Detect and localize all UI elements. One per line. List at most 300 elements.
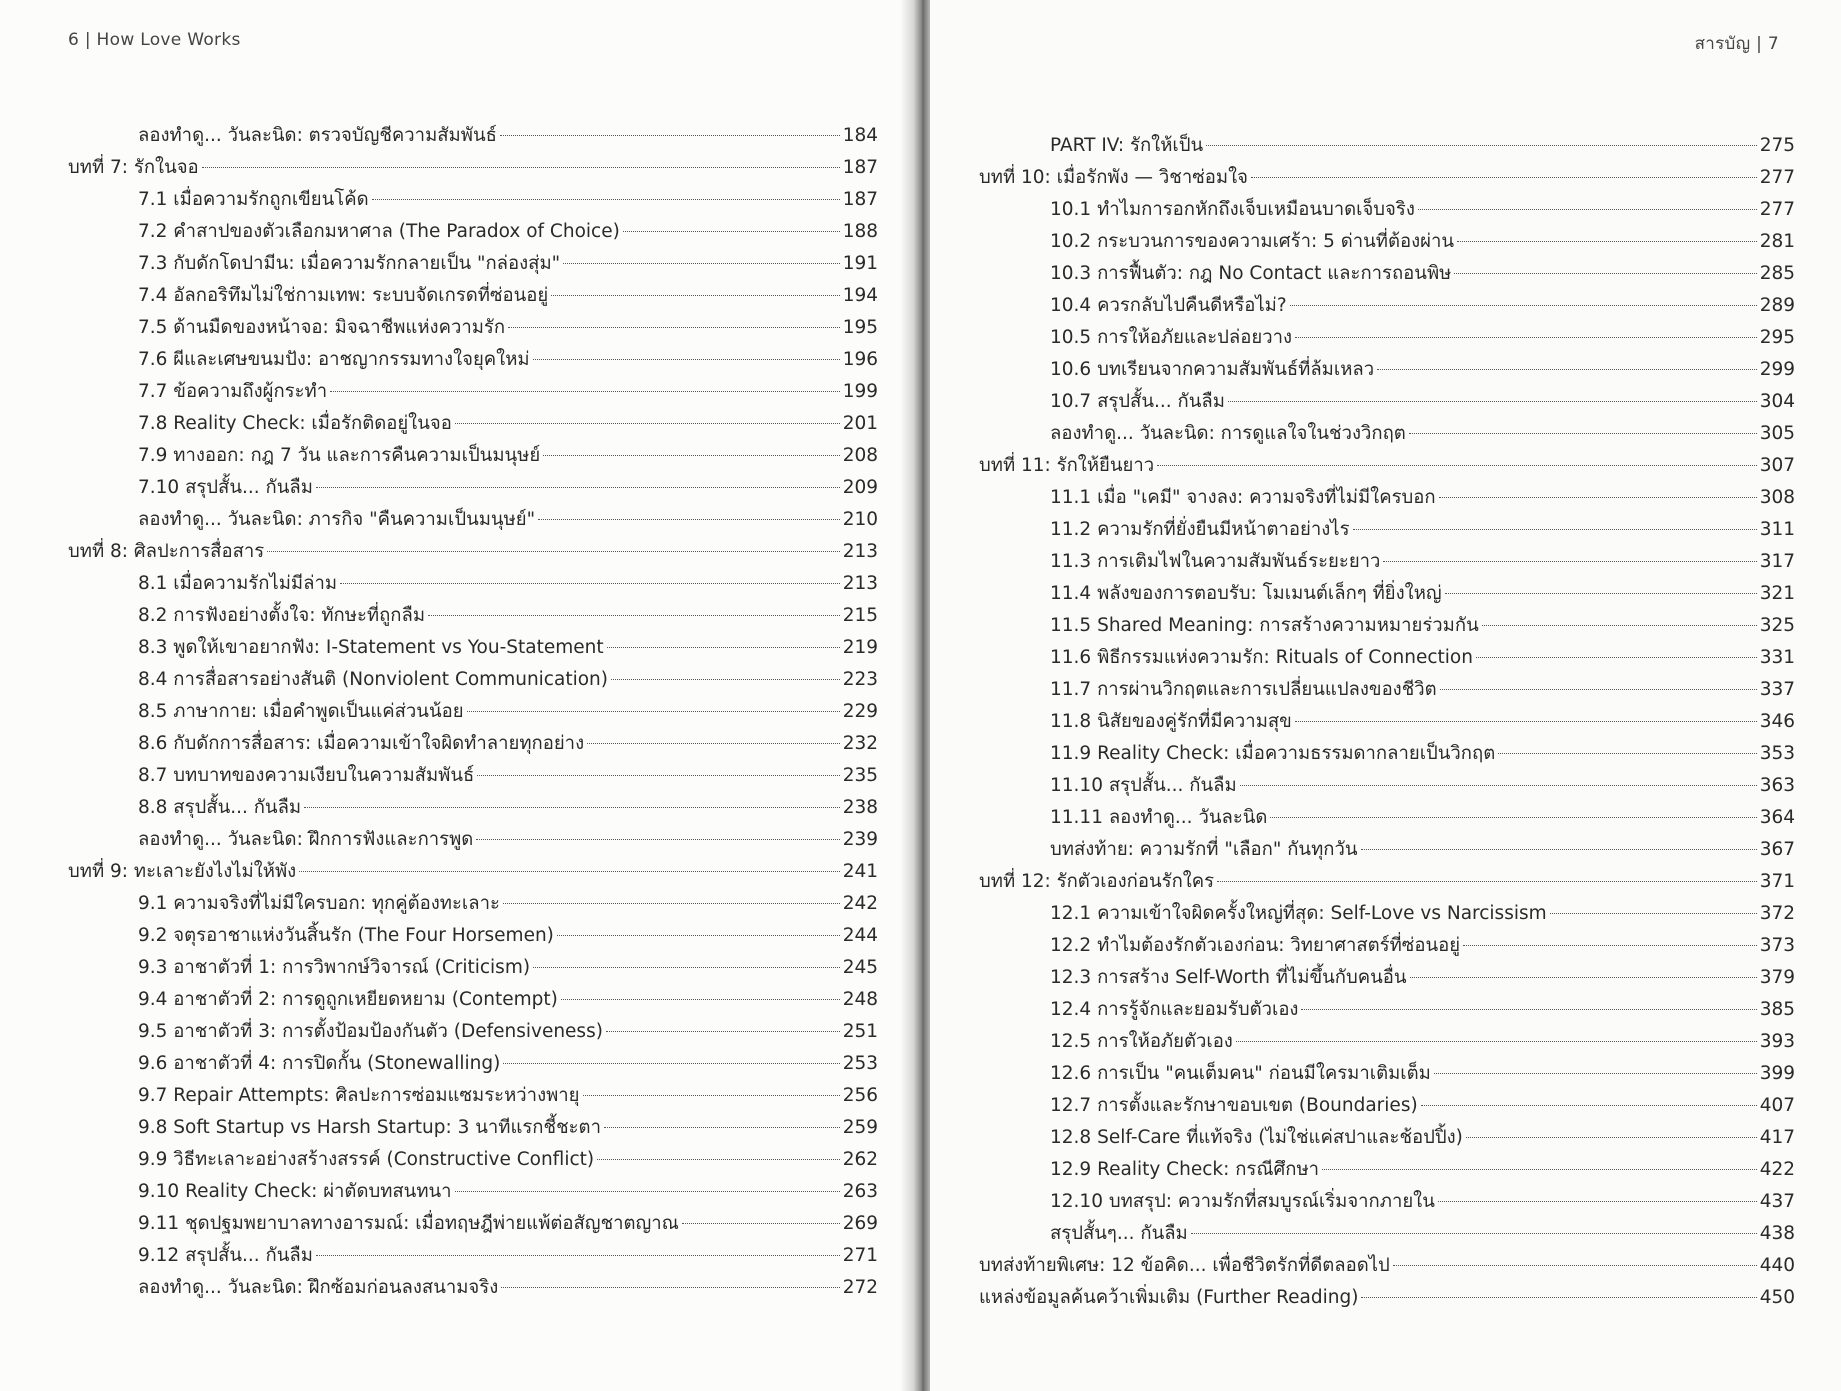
toc-entry-row bbox=[68, 1048, 878, 1080]
toc-dot-leader bbox=[1228, 401, 1757, 402]
toc-entry-title: 9.6 อาชาตัวที่ 4: การปิดกั้น (Stonewalling) bbox=[138, 1053, 501, 1074]
toc-entry-title: 9.11 ชุดปฐมพยาบาลทางอารมณ์: เมื่อทฤษฎีพ่ายแพ้ต่อสัญชาตญาณ bbox=[138, 1213, 679, 1234]
toc-entry-title: 10.7 สรุปสั้น... กันลืม bbox=[1050, 391, 1225, 412]
toc-dot-leader bbox=[467, 711, 840, 712]
toc-dot-leader bbox=[304, 807, 840, 808]
toc-entry-title: 9.7 Repair Attempts: ศิลปะการซ่อมแซมระหว่างพายุ bbox=[138, 1085, 580, 1106]
toc-entry-title: บทที่ 11: รักให้ยืนยาว bbox=[979, 455, 1155, 476]
toc-page-number: 317 bbox=[1759, 551, 1795, 572]
toc-entry-title: 7.8 Reality Check: เมื่อรักติดอยู่ในจอ bbox=[138, 413, 452, 434]
toc-dot-leader bbox=[583, 1095, 840, 1096]
toc-entry-title: 8.1 เมื่อความรักไม่มีล่าม bbox=[138, 573, 338, 594]
toc-dot-leader bbox=[561, 999, 840, 1000]
toc-page-number: 285 bbox=[1759, 263, 1795, 284]
toc-page-number: 244 bbox=[842, 925, 878, 946]
toc-entry-title: 9.12 สรุปสั้น... กันลืม bbox=[138, 1245, 313, 1266]
toc-dot-leader bbox=[623, 231, 840, 232]
toc-dot-leader bbox=[1454, 273, 1756, 274]
toc-dot-leader bbox=[1482, 625, 1757, 626]
toc-page-number: 295 bbox=[1759, 327, 1795, 348]
toc-entry-title: 7.7 ข้อความถึงผู้กระทำ bbox=[138, 381, 328, 402]
toc-entry-title: บทที่ 7: รักในจอ bbox=[68, 157, 199, 178]
toc-dot-leader bbox=[202, 167, 840, 168]
toc-page-number: 187 bbox=[842, 157, 878, 178]
toc-entry-title: ลองทำดู... วันละนิด: ฝึกซ้อมก่อนลงสนามจริง bbox=[138, 1277, 499, 1298]
toc-page-number: 199 bbox=[842, 381, 878, 402]
toc-page-number: 196 bbox=[842, 349, 878, 370]
toc-entry-title: 7.10 สรุปสั้น... กันลืม bbox=[138, 477, 313, 498]
toc-page-number: 367 bbox=[1759, 839, 1795, 860]
toc-entry-title: 12.4 การรู้จักและยอมรับตัวเอง bbox=[1050, 999, 1299, 1020]
toc-dot-leader bbox=[1217, 881, 1757, 882]
right-running-head: สารบัญ | 7 bbox=[1694, 34, 1779, 54]
toc-page-number: 194 bbox=[842, 285, 878, 306]
toc-page-number: 440 bbox=[1759, 1255, 1795, 1276]
toc-entry-row bbox=[979, 706, 1795, 738]
toc-entry-row bbox=[68, 472, 878, 504]
toc-dot-leader bbox=[1353, 529, 1757, 530]
toc-entry-title: 11.8 นิสัยของคู่รักที่มีความสุข bbox=[1050, 711, 1292, 732]
toc-page-number: 299 bbox=[1759, 359, 1795, 380]
toc-entry-title: 12.3 การสร้าง Self-Worth ที่ไม่ขึ้นกับคนอื่น bbox=[1050, 967, 1407, 988]
toc-entry-title: 11.7 การผ่านวิกฤตและการเปลี่ยนแปลงของชีวิต bbox=[1050, 679, 1437, 700]
toc-dot-leader bbox=[1476, 657, 1757, 658]
toc-dot-leader bbox=[533, 359, 840, 360]
toc-entry-row bbox=[979, 130, 1795, 162]
toc-dot-leader bbox=[1301, 1009, 1756, 1010]
toc-entry-row bbox=[68, 248, 878, 280]
toc-entry-row bbox=[68, 696, 878, 728]
toc-entry-row bbox=[68, 1016, 878, 1048]
toc-entry-row bbox=[68, 792, 878, 824]
toc-entry-row bbox=[68, 632, 878, 664]
toc-entry-row bbox=[979, 962, 1795, 994]
toc-entry-title: บทส่งท้ายพิเศษ: 12 ข้อคิด... เพื่อชีวิตรักที่ดีตลอดไป bbox=[979, 1255, 1390, 1276]
toc-entry-row bbox=[68, 344, 878, 376]
toc-entry-title: 12.2 ทำไมต้องรักตัวเองก่อน: วิทยาศาสตร์ที่ซ่อนอยู่ bbox=[1050, 935, 1461, 956]
toc-entry-title: 7.1 เมื่อความรักถูกเขียนโค้ด bbox=[138, 189, 369, 210]
toc-dot-leader bbox=[1295, 337, 1757, 338]
toc-dot-leader bbox=[1251, 177, 1757, 178]
toc-dot-leader bbox=[503, 1063, 839, 1064]
toc-entry-title: 10.1 ทำไมการอกหักถึงเจ็บเหมือนบาดเจ็บจริง bbox=[1050, 199, 1415, 220]
toc-dot-leader bbox=[508, 327, 840, 328]
toc-page-number: 304 bbox=[1759, 391, 1795, 412]
toc-dot-leader bbox=[1361, 1297, 1756, 1298]
toc-dot-leader bbox=[551, 295, 839, 296]
toc-entry-row bbox=[979, 514, 1795, 546]
toc-page-number: 379 bbox=[1759, 967, 1795, 988]
toc-page-number: 364 bbox=[1759, 807, 1795, 828]
toc-dot-leader bbox=[1157, 465, 1757, 466]
toc-page-number: 229 bbox=[842, 701, 878, 722]
toc-page-number: 277 bbox=[1759, 199, 1795, 220]
toc-page-number: 210 bbox=[842, 509, 878, 530]
toc-entry-title: 9.9 วิธีทะเลาะอย่างสร้างสรรค์ (Constructive Conflict) bbox=[138, 1149, 595, 1170]
toc-entry-title: 11.11 ลองทำดู... วันละนิด bbox=[1050, 807, 1268, 828]
toc-entry-row bbox=[979, 1058, 1795, 1090]
toc-page-number: 248 bbox=[842, 989, 878, 1010]
toc-page-number: 263 bbox=[842, 1181, 878, 1202]
toc-entry-title: 9.3 อาชาตัวที่ 1: การวิพากษ์วิจารณ์ (Criticism) bbox=[138, 957, 531, 978]
toc-page-number: 219 bbox=[842, 637, 878, 658]
toc-entry-title: 7.4 อัลกอริทึมไม่ใช่กามเทพ: ระบบจัดเกรดที่ซ่อนอยู่ bbox=[138, 285, 549, 306]
toc-entry-title: 9.5 อาชาตัวที่ 3: การตั้งป้อมป้องกันตัว (Defensiveness) bbox=[138, 1021, 603, 1042]
toc-entry-title: 10.5 การให้อภัยและปล่อยวาง bbox=[1050, 327, 1293, 348]
toc-dot-leader bbox=[1421, 1105, 1757, 1106]
toc-dot-leader bbox=[372, 199, 840, 200]
toc-chapter-row bbox=[979, 866, 1795, 898]
toc-page-number: 305 bbox=[1759, 423, 1795, 444]
toc-entry-title: 9.2 จตุรอาชาแห่งวันสิ้นรัก (The Four Horsemen) bbox=[138, 925, 554, 946]
toc-page-number: 201 bbox=[842, 413, 878, 434]
toc-page-number: 363 bbox=[1759, 775, 1795, 796]
toc-dot-leader bbox=[477, 775, 839, 776]
toc-dot-leader bbox=[1466, 1137, 1757, 1138]
toc-entry-title: 12.1 ความเข้าใจผิดครั้งใหญ่ที่สุด: Self-Love vs Narcissism bbox=[1050, 903, 1547, 924]
toc-page-number: 393 bbox=[1759, 1031, 1795, 1052]
toc-entry-title: บทที่ 10: เมื่อรักพัง — วิชาซ่อมใจ bbox=[979, 167, 1248, 188]
toc-entry-row bbox=[979, 1186, 1795, 1218]
toc-entry-row bbox=[68, 1080, 878, 1112]
toc-page-number: 259 bbox=[842, 1117, 878, 1138]
toc-page-number: 215 bbox=[842, 605, 878, 626]
toc-dot-leader bbox=[1290, 305, 1757, 306]
toc-dot-leader bbox=[1361, 849, 1757, 850]
toc-dot-leader bbox=[587, 743, 840, 744]
toc-entry-row bbox=[68, 280, 878, 312]
toc-page-number: 253 bbox=[842, 1053, 878, 1074]
toc-dot-leader bbox=[1498, 753, 1756, 754]
toc-page-number: 346 bbox=[1759, 711, 1795, 732]
toc-dot-leader bbox=[1191, 1233, 1757, 1234]
toc-entry-title: 11.2 ความรักที่ยั่งยืนมีหน้าตาอย่างไร bbox=[1050, 519, 1350, 540]
toc-page-number: 308 bbox=[1759, 487, 1795, 508]
toc-chapter-row bbox=[68, 856, 878, 888]
toc-dot-leader bbox=[563, 263, 840, 264]
toc-chapter-row bbox=[68, 536, 878, 568]
toc-entry-row bbox=[979, 1122, 1795, 1154]
toc-entry-row bbox=[979, 546, 1795, 578]
toc-page-number: 213 bbox=[842, 573, 878, 594]
toc-entry-row bbox=[68, 1112, 878, 1144]
toc-entry-title: 8.6 กับดักการสื่อสาร: เมื่อความเข้าใจผิดทำลายทุกอย่าง bbox=[138, 733, 585, 754]
toc-dot-leader bbox=[455, 1191, 840, 1192]
toc-entry-row bbox=[68, 920, 878, 952]
toc-entry-row bbox=[68, 1240, 878, 1272]
toc-entry-row bbox=[979, 386, 1795, 418]
right-page bbox=[930, 0, 1841, 1391]
toc-dot-leader bbox=[330, 391, 840, 392]
toc-entry-row bbox=[68, 376, 878, 408]
toc-page-number: 272 bbox=[842, 1277, 878, 1298]
toc-dot-leader bbox=[340, 583, 840, 584]
toc-page-number: 271 bbox=[842, 1245, 878, 1266]
toc-entry-title: 9.8 Soft Startup vs Harsh Startup: 3 นาทีแรกชี้ชะตา bbox=[138, 1117, 601, 1138]
toc-entry-row bbox=[979, 770, 1795, 802]
toc-dot-leader bbox=[1236, 1041, 1757, 1042]
toc-page-number: 325 bbox=[1759, 615, 1795, 636]
toc-page-number: 269 bbox=[842, 1213, 878, 1234]
toc-dot-leader bbox=[501, 1287, 839, 1288]
toc-page-number: 331 bbox=[1759, 647, 1795, 668]
toc-dot-leader bbox=[1440, 689, 1757, 690]
toc-dot-leader bbox=[1550, 913, 1757, 914]
toc-entry-row bbox=[979, 898, 1795, 930]
toc-entry-title: 8.5 ภาษากาย: เมื่อคำพูดเป็นแค่ส่วนน้อย bbox=[138, 701, 464, 722]
toc-dot-leader bbox=[1434, 1073, 1757, 1074]
toc-page-number: 373 bbox=[1759, 935, 1795, 956]
toc-page-number: 232 bbox=[842, 733, 878, 754]
toc-entry-title: 8.2 การฟังอย่างตั้งใจ: ทักษะที่ถูกลืม bbox=[138, 605, 426, 626]
toc-entry-row bbox=[979, 322, 1795, 354]
left-page bbox=[0, 0, 912, 1391]
toc-page-number: 438 bbox=[1759, 1223, 1795, 1244]
toc-entry-row bbox=[979, 258, 1795, 290]
toc-entry-row bbox=[68, 1144, 878, 1176]
toc-dot-leader bbox=[607, 647, 840, 648]
toc-page-number: 184 bbox=[842, 125, 878, 146]
toc-entry-title: 11.9 Reality Check: เมื่อความธรรมดากลายเป็นวิกฤต bbox=[1050, 743, 1496, 764]
toc-dot-leader bbox=[533, 967, 840, 968]
toc-dot-leader bbox=[1377, 369, 1757, 370]
toc-entry-row bbox=[979, 1026, 1795, 1058]
toc-entry-title: 7.9 ทางออก: กฎ 7 วัน และการคืนความเป็นมนุษย์ bbox=[138, 445, 541, 466]
toc-entry-title: บทส่งท้าย: ความรักที่ "เลือก" กันทุกวัน bbox=[1050, 839, 1358, 860]
toc-page-number: 371 bbox=[1759, 871, 1795, 892]
toc-entry-row bbox=[979, 418, 1795, 450]
toc-entry-title: 12.9 Reality Check: กรณีศึกษา bbox=[1050, 1159, 1320, 1180]
toc-entry-row bbox=[68, 952, 878, 984]
toc-entry-row bbox=[68, 1272, 878, 1304]
toc-entry-title: 7.5 ด้านมืดของหน้าจอ: มิจฉาชีพแห่งความรัก bbox=[138, 317, 506, 338]
toc-entry-title: 10.6 บทเรียนจากความสัมพันธ์ที่ล้มเหลว bbox=[1050, 359, 1375, 380]
toc-entry-title: 12.5 การให้อภัยตัวเอง bbox=[1050, 1031, 1233, 1052]
toc-entry-title: บทที่ 12: รักตัวเองก่อนรักใคร bbox=[979, 871, 1215, 892]
toc-page-number: 321 bbox=[1759, 583, 1795, 604]
toc-page-number: 208 bbox=[842, 445, 878, 466]
toc-entry-row bbox=[68, 888, 878, 920]
toc-entry-title: บทที่ 8: ศิลปะการสื่อสาร bbox=[68, 541, 265, 562]
toc-page-number: 223 bbox=[842, 669, 878, 690]
toc-dot-leader bbox=[1322, 1169, 1757, 1170]
toc-page-number: 399 bbox=[1759, 1063, 1795, 1084]
toc-page-number: 275 bbox=[1759, 135, 1795, 156]
toc-page-number: 245 bbox=[842, 957, 878, 978]
toc-entry-row bbox=[979, 482, 1795, 514]
toc-entry-row bbox=[979, 290, 1795, 322]
toc-entry-title: 8.3 พูดให้เขาอยากฟัง: I-Statement vs You-Statement bbox=[138, 637, 604, 658]
toc-page-number: 191 bbox=[842, 253, 878, 274]
toc-entry-row bbox=[68, 600, 878, 632]
toc-entry-row bbox=[979, 802, 1795, 834]
toc-entry-title: 10.2 กระบวนการของความเศร้า: 5 ด่านที่ต้องผ่าน bbox=[1050, 231, 1455, 252]
toc-entry-title: 12.10 บทสรุป: ความรักที่สมบูรณ์เริ่มจากภายใน bbox=[1050, 1191, 1435, 1212]
toc-entry-title: ลองทำดู... วันละนิด: การดูแลใจในช่วงวิกฤต bbox=[1050, 423, 1406, 444]
toc-page-number: 238 bbox=[842, 797, 878, 818]
toc-chapter-row bbox=[979, 1282, 1795, 1314]
left-toc-list bbox=[68, 120, 878, 1304]
toc-dot-leader bbox=[1410, 977, 1757, 978]
toc-page-number: 337 bbox=[1759, 679, 1795, 700]
toc-page-number: 289 bbox=[1759, 295, 1795, 316]
toc-entry-title: 10.3 การฟื้นตัว: กฎ No Contact และการถอนพิษ bbox=[1050, 263, 1452, 284]
toc-entry-row bbox=[68, 216, 878, 248]
toc-entry-row bbox=[68, 440, 878, 472]
toc-entry-title: 10.4 ควรกลับไปคืนดีหรือไม่? bbox=[1050, 295, 1287, 316]
toc-entry-title: บทที่ 9: ทะเลาะยังไงไม่ให้พัง bbox=[68, 861, 297, 882]
toc-entry-title: 7.2 คำสาปของตัวเลือกมหาศาล (The Paradox of Choice) bbox=[138, 221, 620, 242]
toc-entry-row bbox=[68, 984, 878, 1016]
toc-entry-row bbox=[979, 194, 1795, 226]
toc-entry-title: 11.3 การเติมไฟในความสัมพันธ์ระยะยาว bbox=[1050, 551, 1381, 572]
toc-entry-title: 11.4 พลังของการตอบรับ: โมเมนต์เล็กๆ ที่ยิ่งใหญ่ bbox=[1050, 583, 1442, 604]
toc-dot-leader bbox=[1383, 561, 1756, 562]
toc-entry-title: ลองทำดู... วันละนิด: ตรวจบัญชีความสัมพันธ์ bbox=[138, 125, 497, 146]
toc-entry-row bbox=[979, 1154, 1795, 1186]
toc-dot-leader bbox=[606, 1031, 840, 1032]
toc-entry-row bbox=[68, 120, 878, 152]
toc-entry-row bbox=[979, 994, 1795, 1026]
toc-entry-title: ลองทำดู... วันละนิด: ภารกิจ "คืนความเป็นมนุษย์" bbox=[138, 509, 536, 530]
toc-entry-row bbox=[979, 642, 1795, 674]
toc-entry-row bbox=[68, 504, 878, 536]
toc-dot-leader bbox=[682, 1223, 840, 1224]
toc-page-number: 281 bbox=[1759, 231, 1795, 252]
toc-entry-row bbox=[979, 1090, 1795, 1122]
toc-dot-leader bbox=[1439, 497, 1757, 498]
toc-page-number: 213 bbox=[842, 541, 878, 562]
toc-entry-row bbox=[68, 568, 878, 600]
toc-page-number: 187 bbox=[842, 189, 878, 210]
toc-entry-row bbox=[68, 760, 878, 792]
toc-dot-leader bbox=[1295, 721, 1757, 722]
toc-chapter-row bbox=[979, 1250, 1795, 1282]
left-running-head: 6 | How Love Works bbox=[68, 30, 241, 50]
toc-entry-row bbox=[68, 184, 878, 216]
toc-page-number: 372 bbox=[1759, 903, 1795, 924]
toc-entry-title: 9.1 ความจริงที่ไม่มีใครบอก: ทุกคู่ต้องทะเลาะ bbox=[138, 893, 500, 914]
toc-page-number: 239 bbox=[842, 829, 878, 850]
toc-dot-leader bbox=[1445, 593, 1757, 594]
toc-dot-leader bbox=[299, 871, 840, 872]
toc-dot-leader bbox=[503, 903, 840, 904]
toc-entry-title: 8.4 การสื่อสารอย่างสันติ (Nonviolent Communication) bbox=[138, 669, 608, 690]
toc-entry-title: 12.8 Self-Care ที่แท้จริง (ไม่ใช่แค่สปาและช้อปปิ้ง) bbox=[1050, 1127, 1463, 1148]
toc-page-number: 277 bbox=[1759, 167, 1795, 188]
toc-dot-leader bbox=[543, 455, 839, 456]
toc-page-number: 251 bbox=[842, 1021, 878, 1042]
toc-entry-row bbox=[979, 226, 1795, 258]
toc-entry-title: ลองทำดู... วันละนิด: ฝึกการฟังและการพูด bbox=[138, 829, 474, 850]
toc-dot-leader bbox=[1393, 1265, 1757, 1266]
toc-chapter-row bbox=[979, 162, 1795, 194]
toc-entry-title: 12.6 การเป็น "คนเต็มคน" ก่อนมีใครมาเติมเต็ม bbox=[1050, 1063, 1431, 1084]
toc-entry-row bbox=[979, 610, 1795, 642]
toc-entry-title: 7.3 กับดักโดปามีน: เมื่อความรักกลายเป็น "กล่องสุ่ม" bbox=[138, 253, 561, 274]
toc-dot-leader bbox=[597, 1159, 840, 1160]
toc-entry-title: 11.10 สรุปสั้น... กันลืม bbox=[1050, 775, 1237, 796]
toc-page-number: 353 bbox=[1759, 743, 1795, 764]
toc-dot-leader bbox=[455, 423, 840, 424]
toc-dot-leader bbox=[604, 1127, 840, 1128]
toc-page-number: 262 bbox=[842, 1149, 878, 1170]
toc-page-number: 188 bbox=[842, 221, 878, 242]
toc-dot-leader bbox=[476, 839, 839, 840]
toc-entry-title: 8.7 บทบาทของความเงียบในความสัมพันธ์ bbox=[138, 765, 475, 786]
toc-entry-row bbox=[68, 728, 878, 760]
toc-entry-row bbox=[979, 738, 1795, 770]
toc-entry-title: 7.6 ผีและเศษขนมปัง: อาชญากรรมทางใจยุคใหม่ bbox=[138, 349, 530, 370]
toc-dot-leader bbox=[538, 519, 840, 520]
toc-dot-leader bbox=[267, 551, 839, 552]
toc-entry-title: 11.6 พิธีกรรมแห่งความรัก: Rituals of Connection bbox=[1050, 647, 1473, 668]
toc-page-number: 235 bbox=[842, 765, 878, 786]
toc-chapter-row bbox=[979, 450, 1795, 482]
toc-entry-title: 12.7 การตั้งและรักษาขอบเขต (Boundaries) bbox=[1050, 1095, 1418, 1116]
toc-entry-row bbox=[979, 354, 1795, 386]
toc-entry-row bbox=[979, 1218, 1795, 1250]
toc-dot-leader bbox=[500, 135, 840, 136]
toc-page-number: 256 bbox=[842, 1085, 878, 1106]
toc-entry-title: PART IV: รักให้เป็น bbox=[1050, 135, 1204, 156]
toc-entry-title: 9.10 Reality Check: ผ่าตัดบทสนทนา bbox=[138, 1181, 452, 1202]
toc-entry-row bbox=[979, 578, 1795, 610]
toc-dot-leader bbox=[1438, 1201, 1757, 1202]
toc-dot-leader bbox=[611, 679, 840, 680]
toc-dot-leader bbox=[1463, 945, 1757, 946]
toc-dot-leader bbox=[1206, 145, 1757, 146]
toc-entry-row bbox=[68, 1176, 878, 1208]
toc-dot-leader bbox=[428, 615, 840, 616]
toc-dot-leader bbox=[316, 1255, 840, 1256]
toc-entry-title: 11.1 เมื่อ "เคมี" จางลง: ความจริงที่ไม่มีใครบอก bbox=[1050, 487, 1436, 508]
toc-dot-leader bbox=[557, 935, 840, 936]
toc-page-number: 242 bbox=[842, 893, 878, 914]
toc-entry-row bbox=[979, 930, 1795, 962]
toc-entry-title: สรุปสั้นๆ... กันลืม bbox=[1050, 1223, 1188, 1244]
toc-page-number: 195 bbox=[842, 317, 878, 338]
toc-page-number: 385 bbox=[1759, 999, 1795, 1020]
toc-entry-title: 9.4 อาชาตัวที่ 2: การดูถูกเหยียดหยาม (Contempt) bbox=[138, 989, 558, 1010]
toc-page-number: 437 bbox=[1759, 1191, 1795, 1212]
toc-chapter-row bbox=[68, 152, 878, 184]
toc-entry-row bbox=[979, 834, 1795, 866]
toc-page-number: 241 bbox=[842, 861, 878, 882]
toc-entry-row bbox=[68, 824, 878, 856]
toc-dot-leader bbox=[1270, 817, 1756, 818]
toc-page-number: 407 bbox=[1759, 1095, 1795, 1116]
toc-entry-row bbox=[68, 312, 878, 344]
toc-page-number: 422 bbox=[1759, 1159, 1795, 1180]
toc-entry-title: แหล่งข้อมูลค้นคว้าเพิ่มเติม (Further Reading) bbox=[979, 1287, 1359, 1308]
toc-dot-leader bbox=[316, 487, 840, 488]
toc-page-number: 417 bbox=[1759, 1127, 1795, 1148]
toc-entry-row bbox=[979, 674, 1795, 706]
toc-dot-leader bbox=[1418, 209, 1757, 210]
toc-page-number: 209 bbox=[842, 477, 878, 498]
toc-dot-leader bbox=[1457, 241, 1757, 242]
toc-entry-row bbox=[68, 1208, 878, 1240]
toc-page-number: 450 bbox=[1759, 1287, 1795, 1308]
toc-entry-row bbox=[68, 664, 878, 696]
toc-dot-leader bbox=[1240, 785, 1757, 786]
toc-entry-title: 8.8 สรุปสั้น... กันลืม bbox=[138, 797, 302, 818]
right-toc-list bbox=[979, 130, 1795, 1314]
toc-entry-row bbox=[68, 408, 878, 440]
toc-entry-title: 11.5 Shared Meaning: การสร้างความหมายร่วมกัน bbox=[1050, 615, 1479, 636]
toc-page-number: 307 bbox=[1759, 455, 1795, 476]
